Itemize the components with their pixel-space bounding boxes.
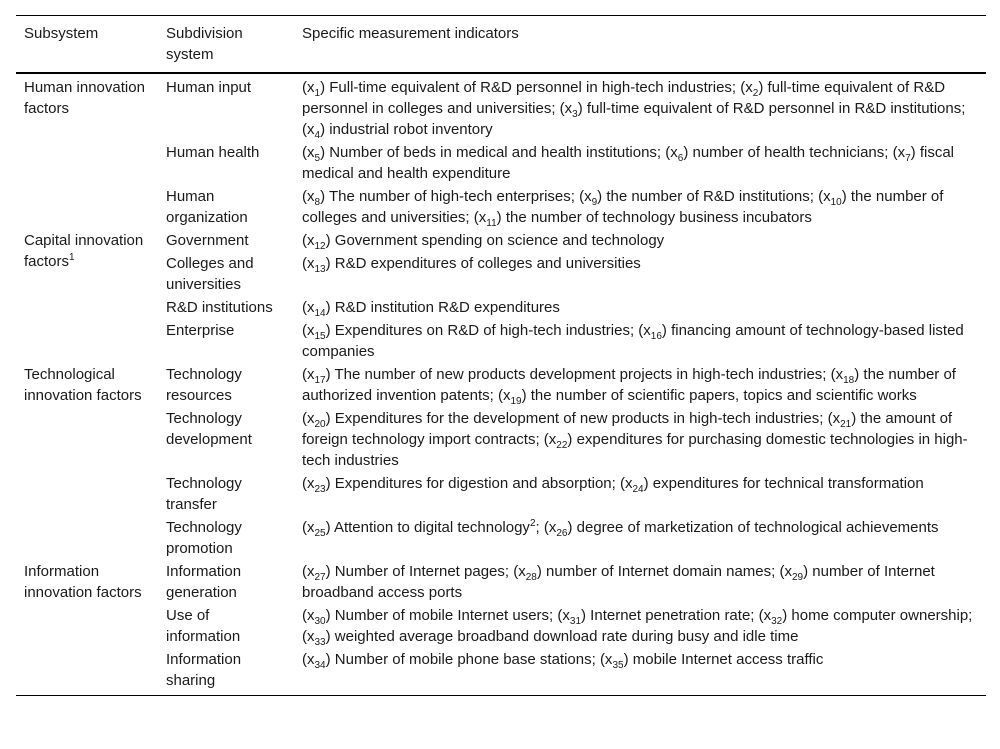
subsystem-cell (16, 229, 158, 363)
indicator-subscript: 33 (314, 637, 326, 648)
indicator-subscript: 4 (314, 130, 321, 141)
subdivision-cell: Use of information (166, 607, 241, 645)
indicators-cell: $(x_{25})$ Attention to digital technology$^2$; $(x_{26})$ degree of marketization of technological achievements (302, 518, 939, 539)
indicator-subscript: 17 (314, 375, 326, 386)
indicator-subscript: 12 (314, 241, 326, 252)
table-body (16, 73, 986, 696)
indicator-subscript: 29 (791, 572, 804, 583)
table-row (16, 560, 986, 604)
indicators-cell: $(x_{20})$ Expenditures for the development of new products in high-tech industries; $(x_{21})$ the amount of foreign technology import contracts; $(x_{22})$ expenditures for purchasing domestic technologies in high-tech industries (302, 410, 968, 469)
indicator-subscript: 19 (510, 396, 522, 407)
indicator-subscript: 32 (771, 616, 783, 627)
indicator-subscript: 35 (612, 660, 624, 671)
indicator-subscript: 13 (314, 264, 326, 275)
indicators-cell: $(x_5)$ Number of beds in medical and health institutions; $(x_6)$ number of health technicians; $(x_7)$ fiscal medical and health expenditure (302, 144, 954, 182)
table-row (16, 407, 986, 472)
table-row (16, 229, 986, 252)
subdivision-cell: Information generation (166, 563, 242, 601)
indicator-subscript: 24 (632, 484, 644, 495)
subsystem-label: Technological innovation factors (24, 366, 142, 404)
indicator-subscript: 11 (486, 218, 497, 229)
indicator-subscript: 31 (569, 616, 582, 627)
indicators-cell: $(x_{34})$ Number of mobile phone base stations; $(x_{35})$ mobile Internet access traffic (302, 651, 824, 671)
subdivision-cell: R&D institutions (166, 299, 273, 316)
indicator-subscript: 18 (843, 375, 855, 386)
indicator-subscript: 27 (314, 572, 326, 583)
footnote-marker: 2 (529, 518, 536, 529)
subsystem-cell (16, 560, 158, 696)
table-row (16, 185, 986, 229)
subdivision-cell: Technology transfer (166, 475, 242, 513)
indicators-cell: $(x_8)$ The number of high-tech enterprises; $(x_9)$ the number of R&D institutions; $(x_{10})$ the number of colleges and universities; $(x_{11})$ the number of technology business incubators (302, 188, 944, 229)
table-row (16, 604, 986, 648)
indicators-cell: $(x_{14})$ R&D institution R&D expenditures (302, 299, 560, 319)
header-row (16, 16, 986, 74)
subsystem-cell (16, 73, 158, 229)
subsystem-cell (16, 363, 158, 560)
indicator-subscript: 10 (830, 197, 842, 208)
header-measurement-indicators: Specific measurement indicators (302, 25, 519, 42)
subdivision-cell: Human organization (166, 188, 248, 226)
subdivision-cell: Government (166, 232, 249, 249)
table-row (16, 73, 986, 141)
indicator-subscript: 20 (314, 419, 326, 430)
subdivision-cell: Technology development (166, 410, 252, 448)
indicators-cell: $(x_{12})$ Government spending on science and technology (302, 232, 665, 252)
indicators-cell: $(x_1)$ Full-time equivalent of R&D personnel in high-tech industries; $(x_2)$ full-time equivalent of R&D personnel in colleges and universities; $(x_3)$ full-time equivalent of R&D personnel in R&D institutions; $(x_4)$ industrial robot inventory (302, 79, 966, 141)
subdivision-cell: Information sharing (166, 651, 242, 689)
subsystem-label: Information innovation factors (24, 563, 142, 601)
indicator-subscript: 21 (840, 419, 852, 430)
table-row (16, 252, 986, 296)
indicators-cell: $(x_{13})$ R&D expenditures of colleges and universities (302, 255, 641, 275)
table-row (16, 319, 986, 363)
indicator-subscript: 7 (905, 153, 911, 164)
indicator-subscript: 5 (314, 153, 321, 164)
table-header (16, 16, 986, 74)
indicator-subscript: 2 (752, 88, 759, 99)
indicator-subscript: 6 (677, 153, 684, 164)
indicators-cell: $(x_{30})$ Number of mobile Internet users; $(x_{31})$ Internet penetration rate; $(x_{32})$ home computer ownership; $(x_{33})$ weighted average broadband download rate during busy and idle time (302, 607, 973, 648)
subdivision-cell: Human input (166, 79, 252, 96)
indicator-subscript: 22 (556, 440, 568, 451)
subdivision-cell: Human health (166, 144, 260, 161)
indicators-cell: $(x_{23})$ Expenditures for digestion and absorption; $(x_{24})$ expenditures for technical transformation (302, 475, 924, 495)
table-row (16, 648, 986, 696)
indicator-subscript: 23 (314, 484, 326, 495)
indicators-cell: $(x_{27})$ Number of Internet pages; $(x_{28})$ number of Internet domain names; $(x_{29})$ number of Internet broadband access ports (302, 563, 935, 601)
indicator-subscript: 15 (314, 331, 326, 342)
indicator-table (16, 15, 986, 696)
table-row (16, 363, 986, 407)
subdivision-cell: Technology resources (166, 366, 242, 404)
subdivision-cell: Enterprise (166, 322, 235, 339)
indicator-subscript: 25 (314, 528, 326, 539)
table-row (16, 472, 986, 516)
indicator-subscript: 26 (556, 528, 568, 539)
subsystem-label: Capital innovation factors (24, 232, 144, 270)
header-subdivision-system: Subdivision system (166, 25, 243, 63)
indicator-subscript: 28 (525, 572, 537, 583)
indicator-subscript: 8 (314, 197, 321, 208)
indicator-subscript: 9 (591, 197, 598, 208)
indicator-subscript: 34 (314, 660, 326, 671)
table-row (16, 296, 986, 319)
indicators-cell: $(x_{17})$ The number of new products development projects in high-tech industries; $(x_{18})$ the number of authorized invention patents; $(x_{19})$ the number of scientific papers, topics and scientific works (302, 366, 956, 407)
indicator-subscript: 3 (572, 109, 578, 120)
indicator-subscript: 1 (314, 88, 321, 99)
footnote-marker: 1 (69, 252, 75, 263)
indicator-subscript: 16 (650, 331, 662, 342)
indicator-table-container (16, 15, 986, 696)
subdivision-cell: Technology promotion (166, 519, 242, 557)
table-row (16, 141, 986, 185)
table-row (16, 516, 986, 560)
indicator-subscript: 14 (314, 308, 326, 319)
subsystem-label: Human innovation factors (24, 79, 145, 117)
header-subsystem: Subsystem (24, 25, 99, 42)
indicators-cell: $(x_{15})$ Expenditures on R&D of high-tech industries; $(x_{16})$ financing amount of technology-based listed companies (302, 322, 964, 360)
subdivision-cell: Colleges and universities (166, 255, 254, 293)
indicator-subscript: 30 (314, 616, 326, 627)
